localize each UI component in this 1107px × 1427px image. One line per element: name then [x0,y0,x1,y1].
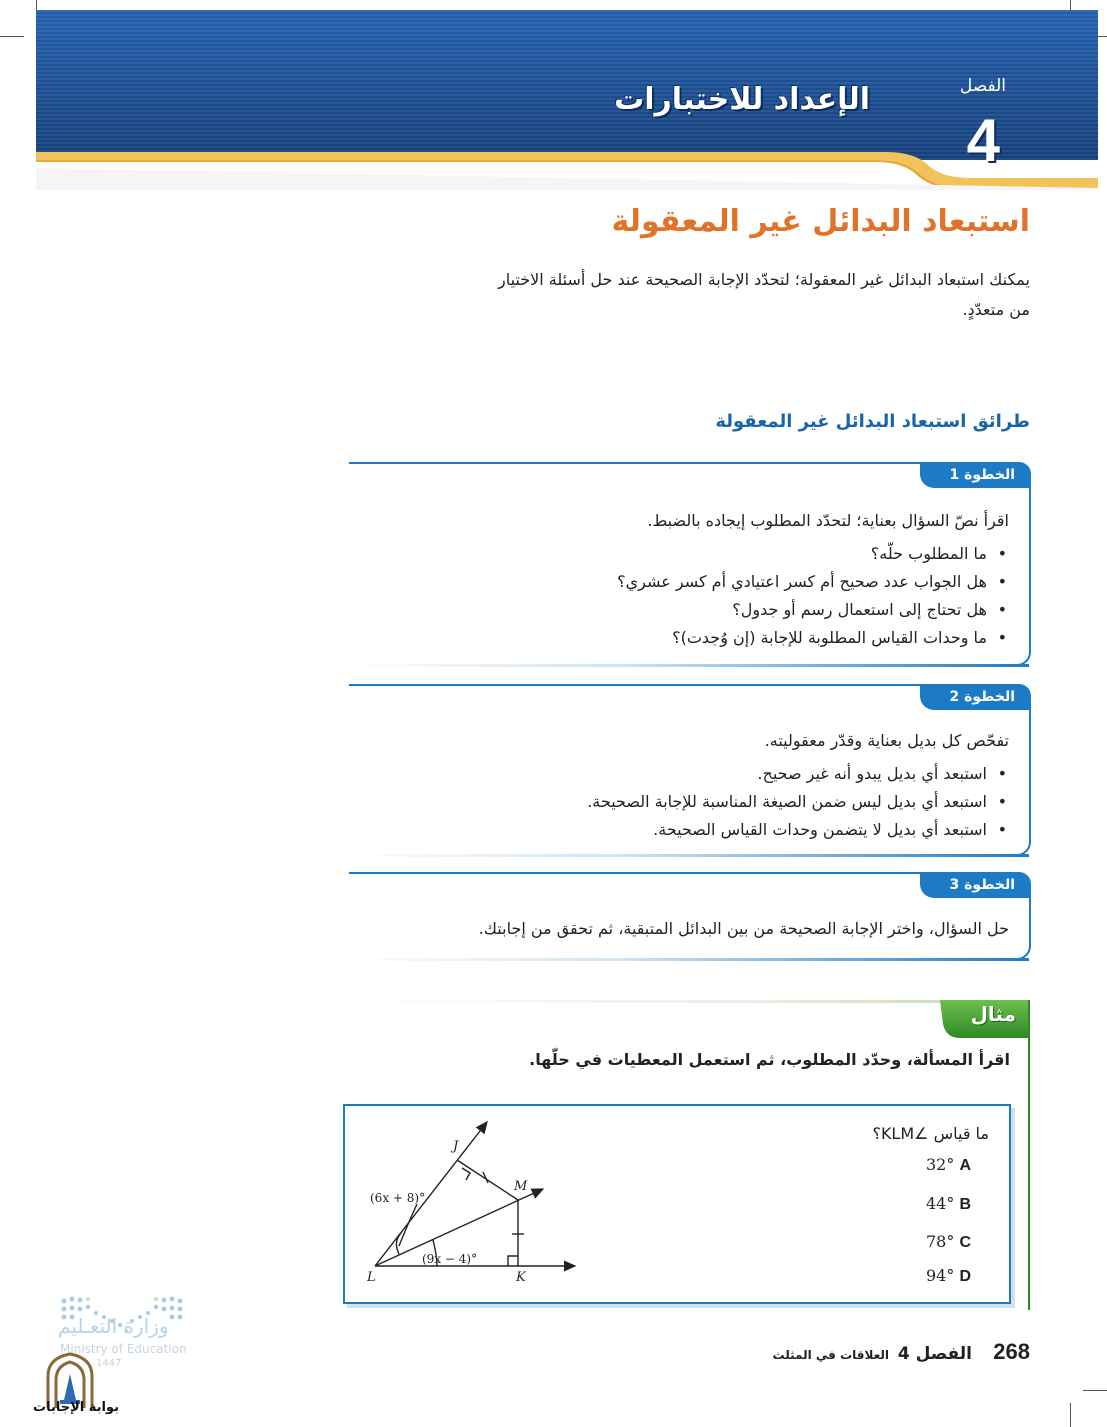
ministry-name-en: Ministry of Education [60,1342,187,1356]
example-label: مثال [970,1002,1016,1026]
step-3-tab: الخطوة 3 [920,872,1031,898]
example-bar-graphic [350,1000,1030,1040]
crop-mark [0,36,24,37]
step-1-box [349,462,1031,666]
label-j: J [453,1139,459,1154]
angle-figure [345,1106,645,1302]
section-heading: طرائق استبعاد البدائل غير المعقولة [715,411,1030,432]
step-2-box [349,684,1031,856]
step-2-list [587,760,1009,844]
choice-letter: C [959,1234,971,1251]
label-l: L [367,1270,376,1285]
label-m: M [514,1179,528,1194]
step-3-lead: حل السؤال، واختر الإجابة الصحيحة من بين البدائل المتبقية، ثم تحقق من إجابتك. [478,919,1009,938]
step-1-body [617,506,1009,652]
ministry-name: وزارة التعـليم [58,1314,169,1338]
list-item: • هل الجواب عدد صحيح أم كسر اعتيادي أم كسر عشري؟ [617,568,987,596]
crop-mark [1083,1390,1107,1391]
label-angle-upper: (6x + 8)° [370,1191,426,1205]
list-item: • هل تحتاج إلى استعمال رسم أو جدول؟ [617,596,987,624]
choice-b[interactable] [926,1194,989,1214]
step-1-lead: اقرأ نصّ السؤال بعناية؛ لتحدّد المطلوب إيجاده بالضبط. [647,511,1009,530]
step-1-list [617,540,1009,652]
header-band-graphic [36,10,1098,190]
choice-value: 44° [925,1194,955,1213]
step-3-box [349,872,1031,960]
choice-letter: B [959,1196,971,1213]
choice-value: 94° [925,1266,955,1285]
choice-d[interactable] [926,1266,989,1286]
list-item: • استبعد أي بديل يبدو أنه غير صحيح. [587,760,987,788]
choice-value: 78° [925,1232,955,1251]
crop-mark [1070,1403,1071,1427]
page-title: استبعاد البدائل غير المعقولة [611,204,1030,239]
chapter-label: الفصل [959,76,1006,96]
example-side-rule [1028,1040,1030,1310]
choice-letter: A [959,1157,971,1174]
choice-c[interactable] [926,1232,989,1252]
example-header [350,1000,1030,1040]
label-angle-lower: (9x − 4)° [422,1252,478,1266]
step-3-body [479,914,1009,948]
intro-paragraph: يمكنك استبعاد البدائل غير المعقولة؛ لتحدّد الإجابة الصحيحة عند حل أسئلة الاختيار من متعدّدٍ. [497,270,1030,319]
watermark-text: بوابة الإجابات [33,1400,119,1415]
list-item: • ما وحدات القياس المطلوبة للإجابة (إن وُجدت)؟ [617,624,987,652]
label-k: K [516,1270,526,1285]
choice-letter: D [959,1268,971,1285]
problem-box [343,1104,1011,1304]
chapter-title: الإعداد للاختبارات [614,82,870,117]
choice-a[interactable] [926,1155,989,1175]
choice-value: 32° [925,1155,955,1174]
chapter-header [36,10,1098,180]
step-2-tab: الخطوة 2 [920,684,1031,710]
list-item: • ما المطلوب حلّه؟ [617,540,987,568]
step-2-lead: تفحّص كل بديل بعناية وقدّر معقوليته. [764,731,1009,750]
right-angle-k [508,1256,518,1266]
ministry-year: 1447 [96,1358,122,1369]
list-item: • استبعد أي بديل لا يتضمن وحدات القياس الصحيحة. [587,816,987,844]
question-text: ما قياس ∠KLM؟ [872,1124,989,1143]
step-1-tab: الخطوة 1 [920,462,1031,488]
step-2-body [587,726,1009,844]
right-angle-j [462,1168,470,1180]
chapter-number: 4 [966,107,1000,174]
example-instruction: اقرأ المسألة، وحدّد المطلوب، ثم استعمل المعطيات في حلّها. [529,1050,1010,1069]
footer-chapter: الفصل 4 [897,1344,972,1364]
page-number: 268 [993,1339,1030,1364]
footer-title: العلاقات في المثلث [772,1348,889,1362]
list-item: • استبعد أي بديل ليس ضمن الصيغة المناسبة للإجابة الصحيحة. [587,788,987,816]
